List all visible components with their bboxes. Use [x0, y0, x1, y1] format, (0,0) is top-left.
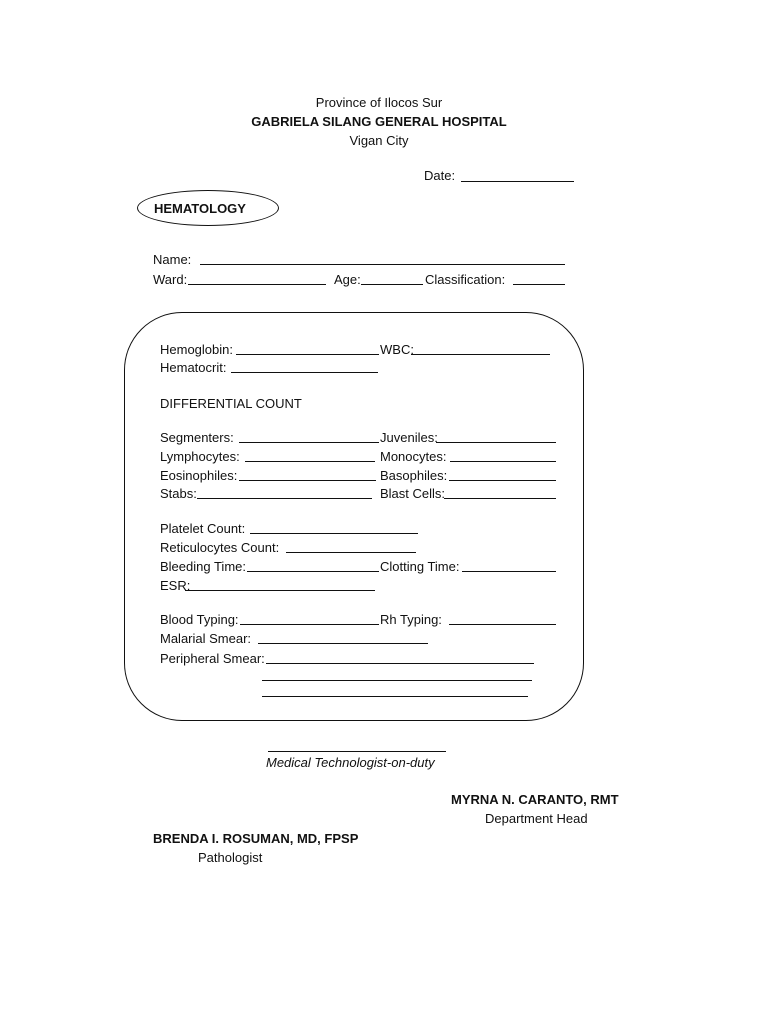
- pathologist-title: Pathologist: [198, 850, 263, 865]
- bleeding-time-field[interactable]: [247, 571, 379, 572]
- blood-typing-label: Blood Typing:: [160, 612, 239, 627]
- medtech-signature-line[interactable]: [268, 751, 446, 752]
- esr-field[interactable]: [185, 590, 375, 591]
- differential-count-heading: DIFFERENTIAL COUNT: [160, 396, 302, 411]
- monocytes-label: Monocytes:: [380, 449, 447, 464]
- segmenters-label: Segmenters:: [160, 430, 234, 445]
- rh-typing-label: Rh Typing:: [380, 612, 442, 627]
- peripheral-smear-field-line-2[interactable]: [262, 680, 532, 681]
- hematocrit-field[interactable]: [231, 372, 378, 373]
- peripheral-smear-label: Peripheral Smear:: [160, 651, 265, 666]
- date-label: Date:: [424, 168, 456, 183]
- rh-typing-field[interactable]: [449, 624, 556, 625]
- esr-label: ESR:: [160, 578, 191, 593]
- pathologist-name: BRENDA I. ROSUMAN, MD, FPSP: [153, 831, 359, 846]
- clotting-time-label: Clotting Time:: [380, 559, 460, 574]
- lymphocytes-label: Lymphocytes:: [160, 449, 240, 464]
- segmenters-field[interactable]: [239, 442, 379, 443]
- lymphocytes-field[interactable]: [245, 461, 375, 462]
- date-field[interactable]: [461, 181, 574, 182]
- peripheral-smear-field-line-3[interactable]: [262, 696, 528, 697]
- platelet-count-field[interactable]: [250, 533, 418, 534]
- city-text: Vigan City: [349, 133, 409, 148]
- blood-typing-field[interactable]: [240, 624, 379, 625]
- hospital-name: GABRIELA SILANG GENERAL HOSPITAL: [251, 114, 507, 129]
- monocytes-field[interactable]: [450, 461, 556, 462]
- medtech-caption: Medical Technologist-on-duty: [266, 755, 435, 770]
- dept-head-title: Department Head: [485, 811, 588, 826]
- section-title-oval: [137, 190, 279, 226]
- blast-cells-field[interactable]: [444, 498, 556, 499]
- eosinophiles-field[interactable]: [239, 480, 376, 481]
- malarial-smear-field[interactable]: [258, 643, 428, 644]
- name-label: Name:: [153, 252, 192, 267]
- clotting-time-field[interactable]: [462, 571, 556, 572]
- wbc-label: WBC:: [380, 342, 414, 357]
- classification-label: Classification:: [425, 272, 506, 287]
- juveniles-field[interactable]: [436, 442, 556, 443]
- hemoglobin-label: Hemoglobin:: [160, 342, 233, 357]
- stabs-label: Stabs:: [160, 486, 197, 501]
- hematocrit-label: Hematocrit:: [160, 360, 227, 375]
- ward-field[interactable]: [188, 284, 326, 285]
- basophiles-field[interactable]: [449, 480, 556, 481]
- basophiles-label: Basophiles:: [380, 468, 448, 483]
- ward-label: Ward:: [153, 272, 188, 287]
- province-text: Province of Ilocos Sur: [315, 95, 443, 110]
- dept-head-name: MYRNA N. CARANTO, RMT: [451, 792, 619, 807]
- name-field[interactable]: [200, 264, 565, 265]
- eosinophiles-label: Eosinophiles:: [160, 468, 238, 483]
- reticulocytes-count-label: Reticulocytes Count:: [160, 540, 280, 555]
- age-field[interactable]: [361, 284, 423, 285]
- bleeding-time-label: Bleeding Time:: [160, 559, 246, 574]
- malarial-smear-label: Malarial Smear:: [160, 631, 252, 646]
- blast-cells-label: Blast Cells:: [380, 486, 446, 501]
- age-label: Age:: [334, 272, 361, 287]
- wbc-field[interactable]: [411, 354, 550, 355]
- stabs-field[interactable]: [197, 498, 372, 499]
- classification-field[interactable]: [513, 284, 565, 285]
- platelet-count-label: Platelet Count:: [160, 521, 246, 536]
- hemoglobin-field[interactable]: [236, 354, 379, 355]
- reticulocytes-count-field[interactable]: [286, 552, 416, 553]
- peripheral-smear-field-line-1[interactable]: [266, 663, 534, 664]
- juveniles-label: Juveniles:: [380, 430, 438, 445]
- section-title: HEMATOLOGY: [154, 201, 246, 216]
